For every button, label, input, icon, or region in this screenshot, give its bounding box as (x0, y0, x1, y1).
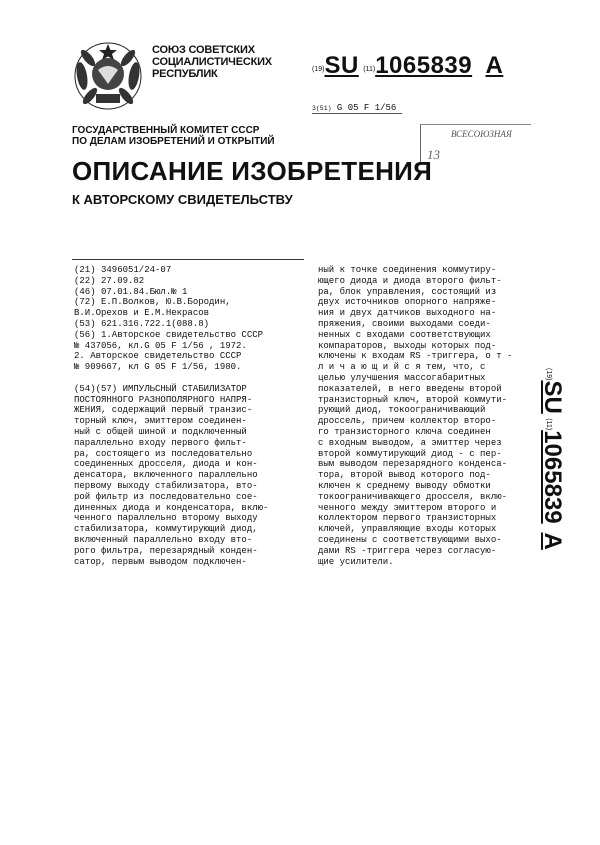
claim-line: ра, состоящего из последовательно (74, 448, 253, 459)
claim-line: соединены с соответствующими выхо- (318, 534, 502, 545)
claim-line: ЖЕНИЯ, содержащий первый транзис- (74, 405, 253, 416)
claim-line: (54)(57) ИМПУЛЬСНЫЙ СТАБИЛИЗАТОР (74, 383, 247, 394)
claim-line: параллельно входу первого фильт- (74, 437, 247, 448)
stamp-text: ВСЕСОЮЗНАЯ (451, 129, 512, 139)
committee-line: ГОСУДАРСТВЕННЫЙ КОМИТЕТ СССР (72, 125, 260, 136)
claim-line: дроссель, причем коллектор второ- (318, 416, 497, 427)
biblio-line: (53) 621.316.722.1(088.8) (74, 318, 210, 329)
claim-line: пряжения, своими выходами соеди- (318, 318, 491, 329)
vertical-patent-number (538, 368, 568, 668)
committee-name (72, 125, 275, 147)
claim-line: ный к точке соединения коммутиру- (318, 265, 497, 275)
claim-line: ключей, управляющие входы которых (318, 524, 497, 535)
claim-line: рующий диод, токоограничивающий (318, 405, 486, 416)
claim-line: ПОСТОЯННОГО РАЗНОПОЛЯРНОГО НАПРЯ- (74, 394, 253, 405)
claim-line: ный с общей шиной и подключенный (74, 426, 247, 437)
kind-code: A (539, 532, 566, 550)
biblio-line: В.И.Орехов и Е.М.Некрасов (74, 308, 210, 319)
claim-line: денсатора, включенного параллельно (74, 470, 258, 481)
claims-left (74, 384, 268, 568)
biblio-line: (72) Е.П.Волков, Ю.В.Бородин, (74, 297, 231, 308)
ipc-value: G 05 F 1/56 (336, 103, 397, 113)
patent-number: 1065839 (375, 52, 473, 79)
union-line: РЕСПУБЛИК (152, 68, 218, 80)
inid-code-11: (11) (363, 66, 376, 73)
patent-number: 1065839 (539, 430, 566, 524)
claim-line: токоограничивающего дросселя, вклю- (318, 491, 508, 502)
claim-line: транзисторный ключ, второй коммути- (318, 394, 508, 405)
claim-line: сатор, первым выводом подключен- (74, 556, 247, 567)
right-column (318, 265, 512, 567)
biblio-line: № 437056, кл.G 05 F 1/56 , 1972. (74, 340, 247, 351)
inid-code-19: (19) (312, 66, 325, 73)
claim-line: показателей, в него введены второй (318, 383, 502, 394)
claim-line: первому выходу стабилизатора, вто- (74, 480, 258, 491)
biblio-line: (22) 27.09.82 (74, 275, 145, 286)
biblio-line: № 909667, кл G 05 F 1/56, 1980. (74, 362, 242, 373)
country-code: SU (539, 380, 566, 414)
biblio-line: 2. Авторское свидетельство СССР (74, 351, 242, 362)
committee-line: ПО ДЕЛАМ ИЗОБРЕТЕНИЙ И ОТКРЫТИЙ (72, 136, 275, 147)
biblio-line: (21) 3496051/24-07 (74, 265, 172, 275)
claim-line: ра, блок управления, состоящий из (318, 286, 497, 297)
claim-line: ченного параллельно второму выходу (74, 513, 258, 524)
claim-line: ключены к входам RS -триггера, о т - (318, 351, 513, 362)
library-stamp (420, 124, 531, 165)
country-code: SU (324, 52, 359, 79)
bibliographic-data (74, 265, 268, 373)
claim-line: двух источников опорного напряже- (318, 297, 497, 308)
stamp-number: 13 (427, 147, 440, 162)
claim-line: включенный параллельно входу вто- (74, 534, 253, 545)
inid-code-11: (11) (545, 418, 552, 431)
claim-line: щие усилители. (318, 556, 394, 567)
claim-line: ния и двух датчиков выходного на- (318, 308, 497, 319)
claim-line: ющего диода и диода второго фильт- (318, 275, 502, 286)
claim-line: стабилизатора, коммутирующий диод, (74, 524, 258, 535)
claim-line: целью улучшения массогабаритных (318, 372, 486, 383)
ipc-classification (312, 103, 402, 114)
claim-line: тора, второй вывод которого под- (318, 470, 491, 481)
claim-line: коллектором первого транзисторных (318, 513, 497, 524)
claim-line: го транзисторного ключа соединен (318, 426, 491, 437)
claim-line: ненных с входами соответствующих (318, 329, 491, 340)
union-line: СОЦИАЛИСТИЧЕСКИХ (152, 56, 272, 68)
claim-line: рой фильтр из последовательно сое- (74, 491, 258, 502)
document-title: ОПИСАНИЕ ИЗОБРЕТЕНИЯ (72, 156, 433, 186)
union-line: СОЮЗ СОВЕТСКИХ (152, 44, 255, 56)
claim-line: ченного между эмиттером второго и (318, 502, 497, 513)
left-column (74, 265, 268, 567)
claim-line: торный ключ, эмиттером соединен- (74, 416, 247, 427)
state-emblem-icon (72, 40, 144, 112)
claim-line: л и ч а ю щ и й с я тем, что, с (318, 362, 486, 373)
claim-line: рого фильтра, перезарядный конден- (74, 545, 258, 556)
claim-line: компараторов, выходы которых под- (318, 340, 497, 351)
patent-number-header (312, 52, 503, 80)
biblio-line: (56) 1.Авторское свидетельство СССР (74, 329, 264, 340)
document-subtitle: К АВТОРСКОМУ СВИДЕТЕЛЬСТВУ (72, 192, 293, 207)
claim-line: вым выводом перезарядного конденса- (318, 459, 508, 470)
inid-code-19: (19) (545, 368, 552, 381)
claim-line: соединенных дросселя, диода и кон- (74, 459, 258, 470)
inid-code-51: 3(51) (312, 105, 332, 112)
divider (72, 259, 304, 260)
claims-right (318, 265, 512, 567)
biblio-line: (46) 07.01.84.Бюл.№ 1 (74, 286, 188, 297)
union-name (152, 44, 272, 80)
claim-line: дами RS -триггера через согласую- (318, 545, 497, 556)
claim-line: с входным выводом, а эмиттер через (318, 437, 502, 448)
claim-line: ключен к среднему выводу обмотки (318, 480, 491, 491)
claim-line: второй коммутирующий диод - с пер- (318, 448, 502, 459)
claim-line: диненных диода и конденсатора, вклю- (74, 502, 269, 513)
kind-code: A (485, 52, 504, 79)
